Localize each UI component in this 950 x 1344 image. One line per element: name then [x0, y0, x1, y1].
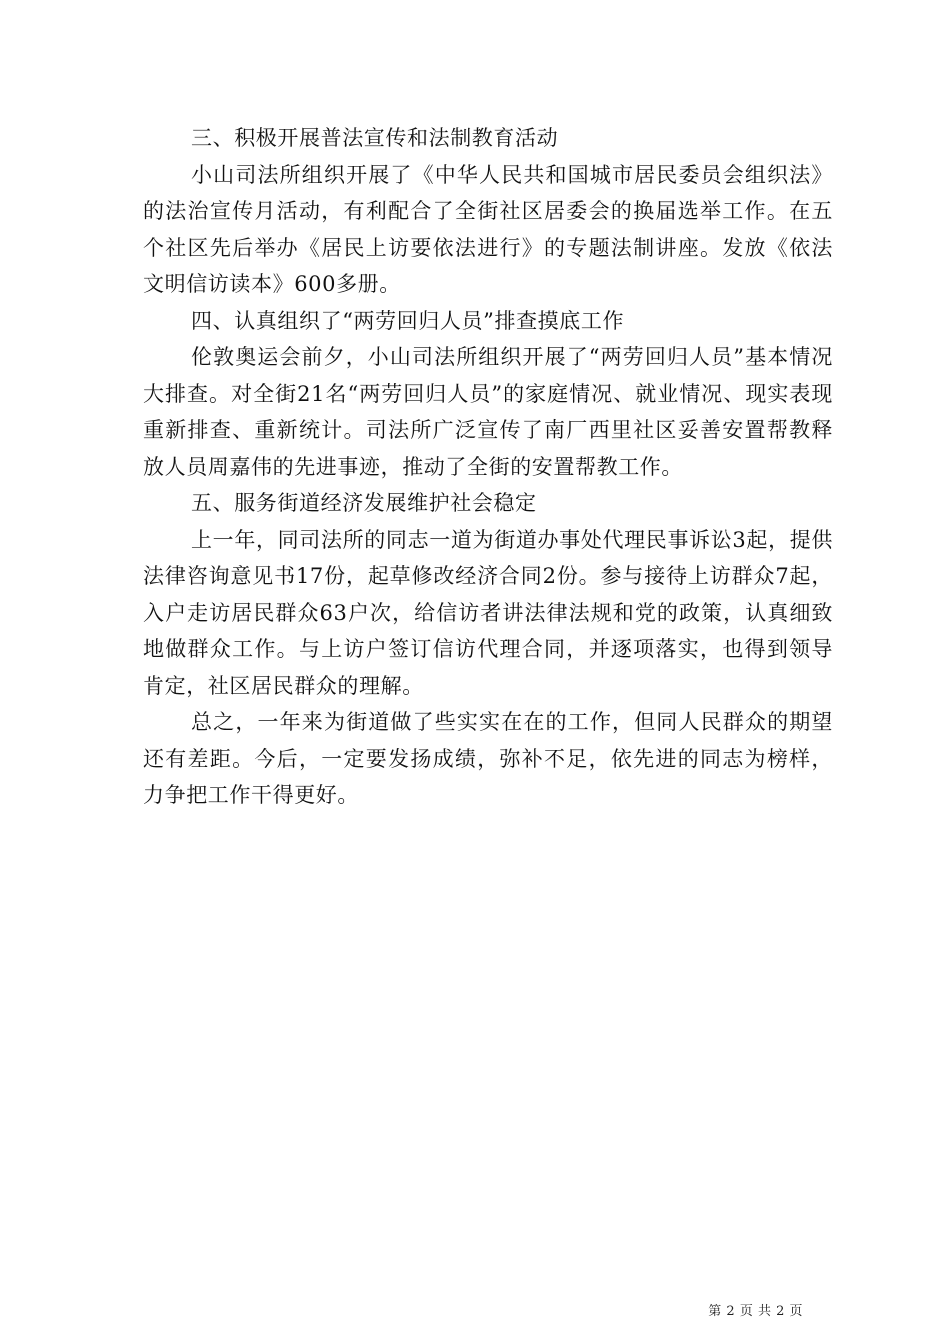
conclusion-paragraph: 总之，一年来为街道做了些实实在在的工作，但同人民群众的期望还有差距。今后，一定要发扬成绩，弥补不足，依先进的同志为榜样，力争把工作干得更好。 [143, 710, 833, 807]
section-paragraph: 小山司法所组织开展了《中华人民共和国城市居民委员会组织法》的法治宣传月活动，有利配合了全街社区居委会的换届选举工作。在五个社区先后举办《居民上访要依法进行》的专题法制讲座。发放《依法文明信访读本》600多册。 [143, 162, 833, 296]
page-number-footer: 第 2 页 共 2 页 [708, 1304, 803, 1319]
section-paragraph: 伦敦奥运会前夕，小山司法所组织开展了“两劳回归人员”基本情况大排查。对全街21名“两劳回归人员”的家庭情况、就业情况、现实表现重新排查、重新统计。司法所广泛宣传了南厂西里社区妥善安置帮教释放人员周嘉伟的先进事迹，推动了全街的安置帮教工作。 [143, 345, 833, 479]
section-paragraph: 上一年，同司法所的同志一道为街道办事处代理民事诉讼3起，提供法律咨询意见书17份，起草修改经济合同2份。参与接待上访群众7起，入户走访居民群众63户次，给信访者讲法律法规和党的政策，认真细致地做群众工作。与上访户签订信访代理合同，并逐项落实，也得到领导肯定，社区居民群众的理解。 [143, 527, 833, 698]
section-heading: 四、认真组织了“两劳回归人员”排查摸底工作 [191, 308, 625, 333]
document-body [143, 120, 833, 814]
section-heading: 三、积极开展普法宣传和法制教育活动 [191, 126, 559, 150]
section-heading: 五、服务街道经济发展维护社会稳定 [191, 491, 537, 515]
